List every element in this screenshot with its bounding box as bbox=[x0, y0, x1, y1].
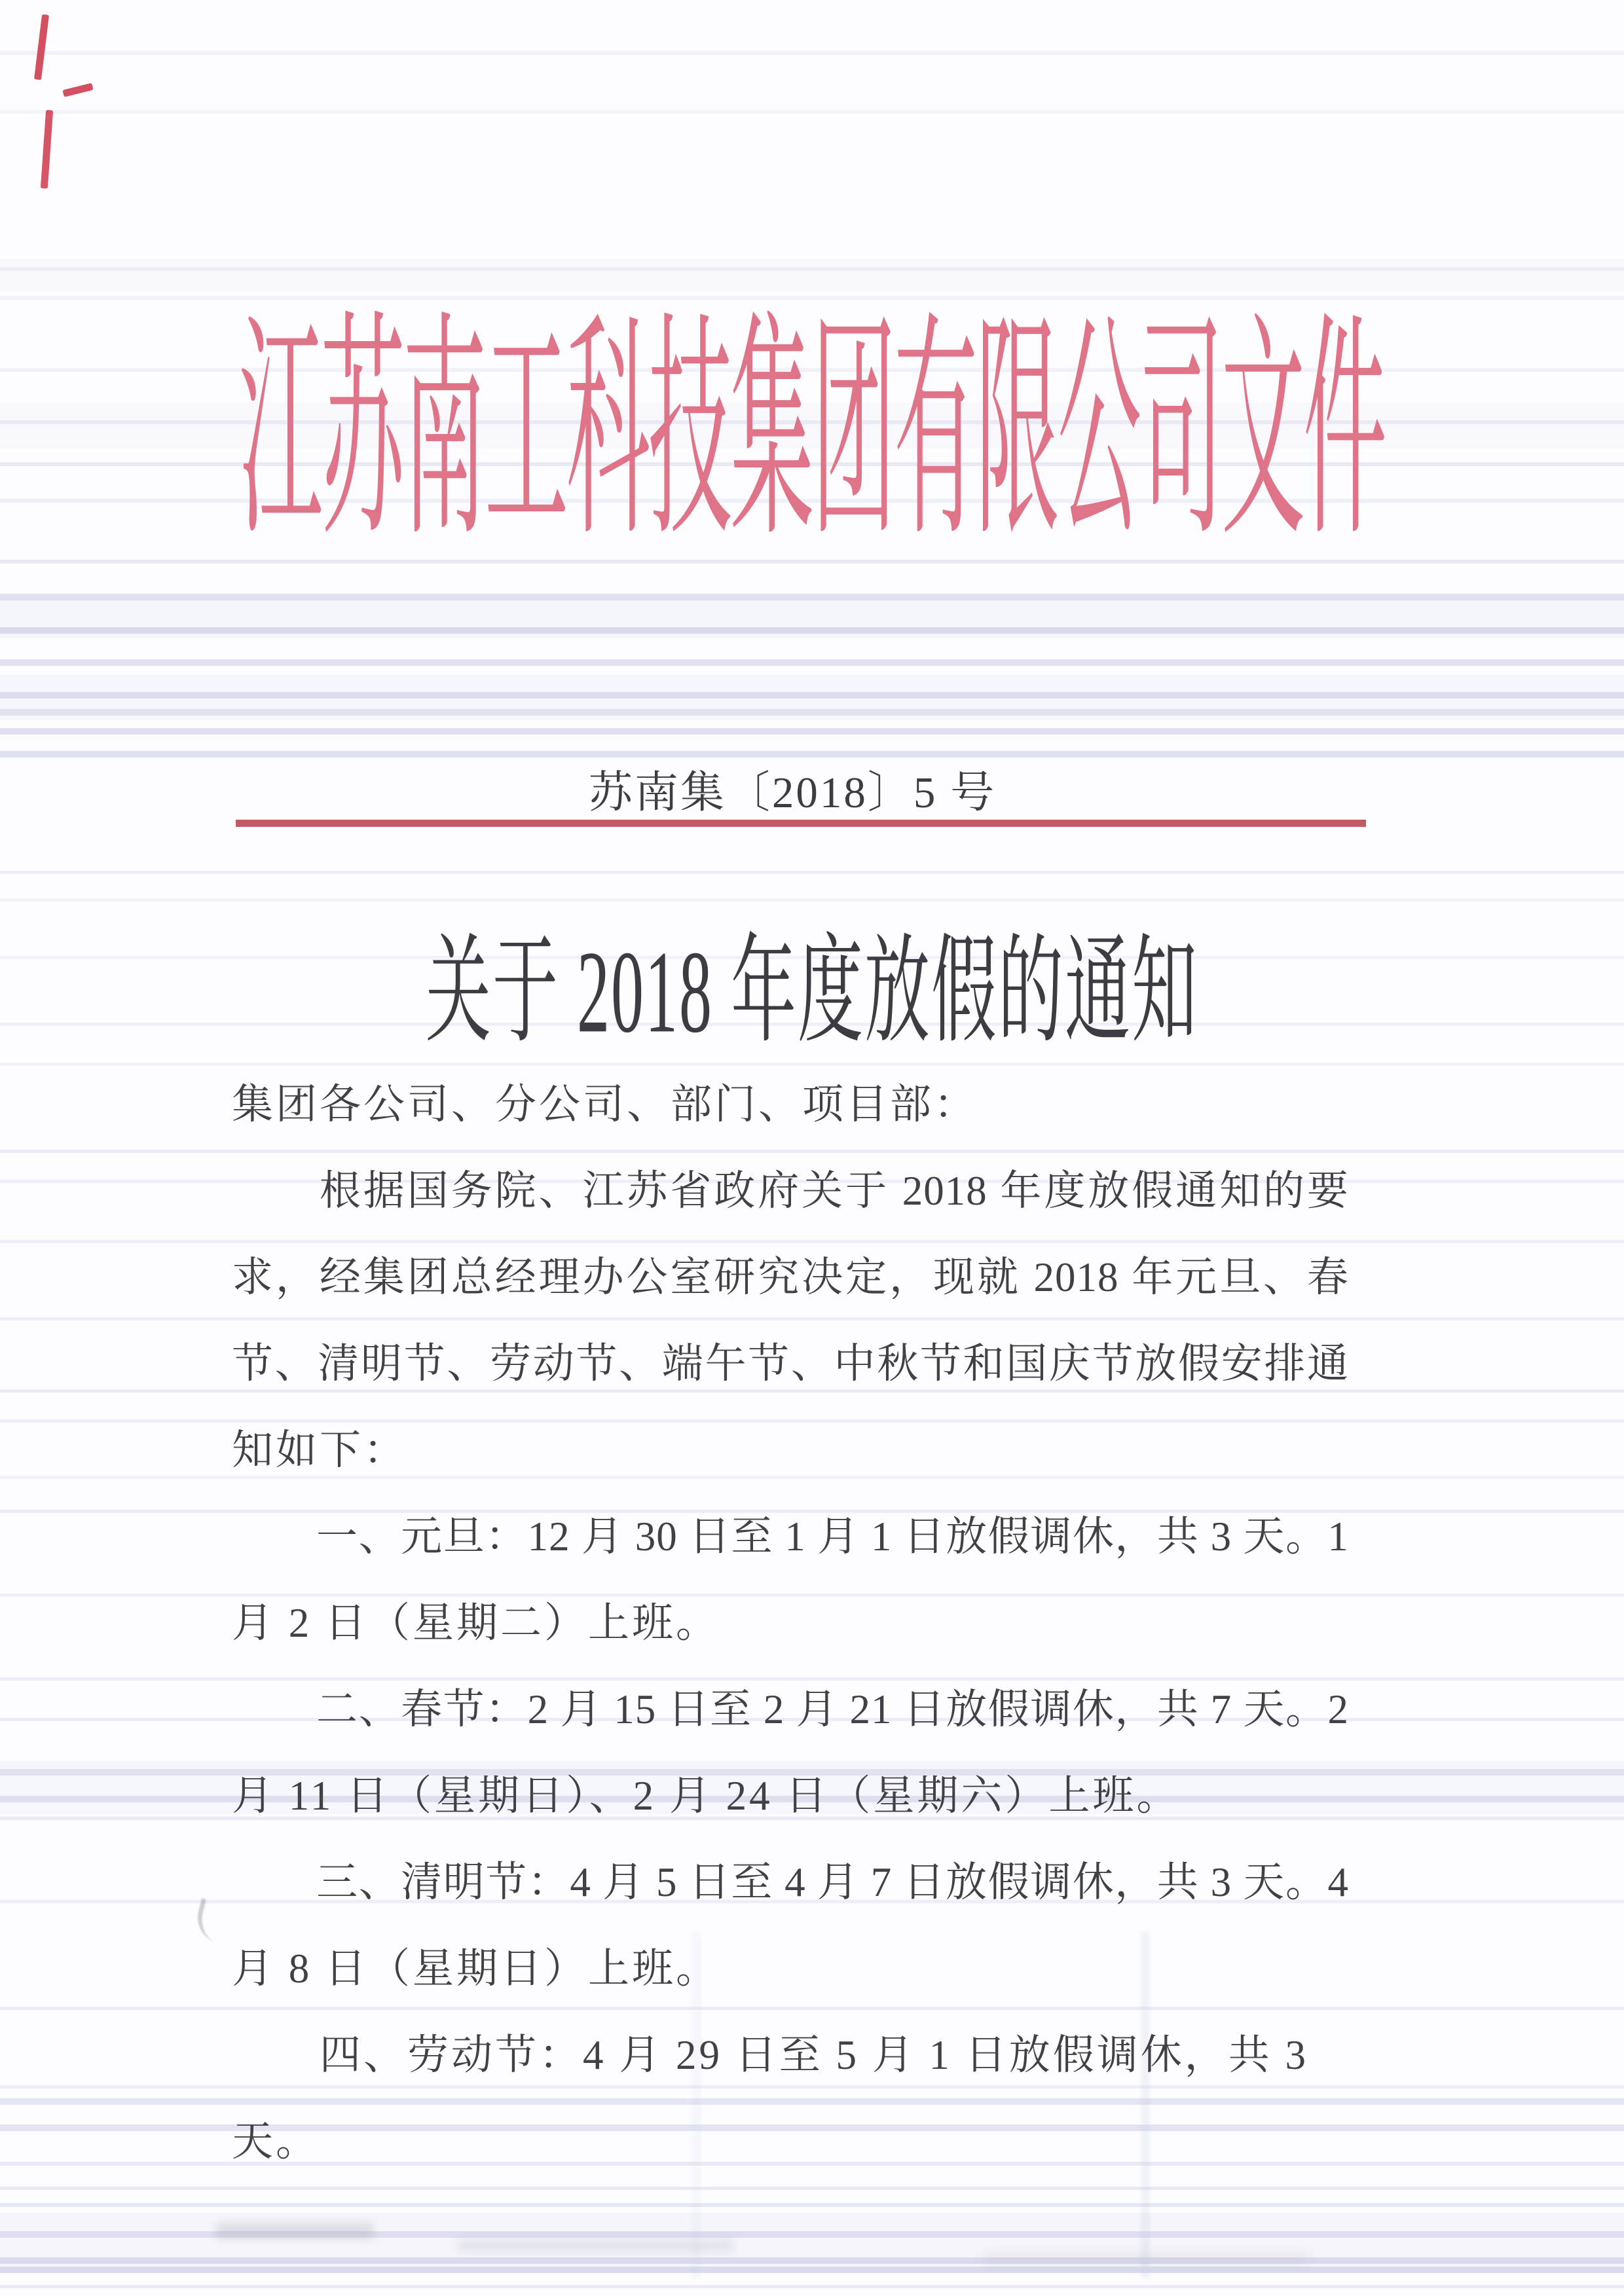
scan-band bbox=[0, 674, 1624, 720]
body-line: 二、春节：2 月 15 日至 2 月 21 日放假调休，共 7 天。2 bbox=[232, 1686, 1349, 1732]
body-line: 根据国务院、江苏省政府关于 2018 年度放假通知的要 bbox=[232, 1168, 1349, 1214]
notice-title-text: 关于 2018 年度放假的通知 bbox=[426, 926, 1198, 1057]
document-number: 苏南集〔2018〕5 号 bbox=[588, 769, 997, 817]
body-line: 集团各公司、分公司、部门、项目部： bbox=[232, 1082, 978, 1127]
body-line: 三、清明节：4 月 5 日至 4 月 7 日放假调休，共 3 天。4 bbox=[232, 1859, 1349, 1905]
red-ink-stroke bbox=[41, 110, 53, 189]
red-ink-stroke bbox=[62, 83, 93, 98]
body-line: 四、劳动节：4 月 29 日至 5 月 1 日放假调休，共 3 天。 bbox=[232, 2032, 1308, 2164]
body-line: 月 8 日（星期日）上班。 bbox=[232, 1946, 720, 1992]
scan-band bbox=[0, 0, 1624, 3]
scan-smudge bbox=[458, 2239, 733, 2252]
scan-smudge bbox=[193, 1898, 236, 1944]
company-letterhead-text: 江苏南工科技集团有限公司文件 bbox=[238, 300, 1385, 565]
scan-band bbox=[0, 2213, 1624, 2272]
company-letterhead bbox=[0, 300, 1624, 565]
body-line: 月 11 日（星期日）、2 月 24 日（星期六）上班。 bbox=[232, 1773, 1181, 1819]
notice-body bbox=[232, 1061, 1349, 2164]
scan-band bbox=[0, 599, 1624, 638]
scan-band bbox=[0, 259, 1624, 291]
body-line: 知如下： bbox=[232, 1427, 407, 1473]
scan-smudge bbox=[216, 2223, 373, 2240]
notice-title bbox=[0, 926, 1624, 1057]
red-ink-stroke bbox=[34, 14, 49, 81]
body-line: 一、元旦：12 月 30 日至 1 月 1 日放假调休，共 3 天。1 bbox=[232, 1514, 1349, 1559]
body-line: 月 2 日（星期二）上班。 bbox=[232, 1600, 720, 1646]
scan-smudge bbox=[982, 2252, 1310, 2264]
body-line: 求，经集团总经理办公室研究决定，现就 2018 年元旦、春 bbox=[232, 1254, 1349, 1300]
red-separator-line bbox=[236, 820, 1366, 827]
body-line: 节、清明节、劳动节、端午节、中秋节和国庆节放假安排通 bbox=[232, 1341, 1349, 1387]
